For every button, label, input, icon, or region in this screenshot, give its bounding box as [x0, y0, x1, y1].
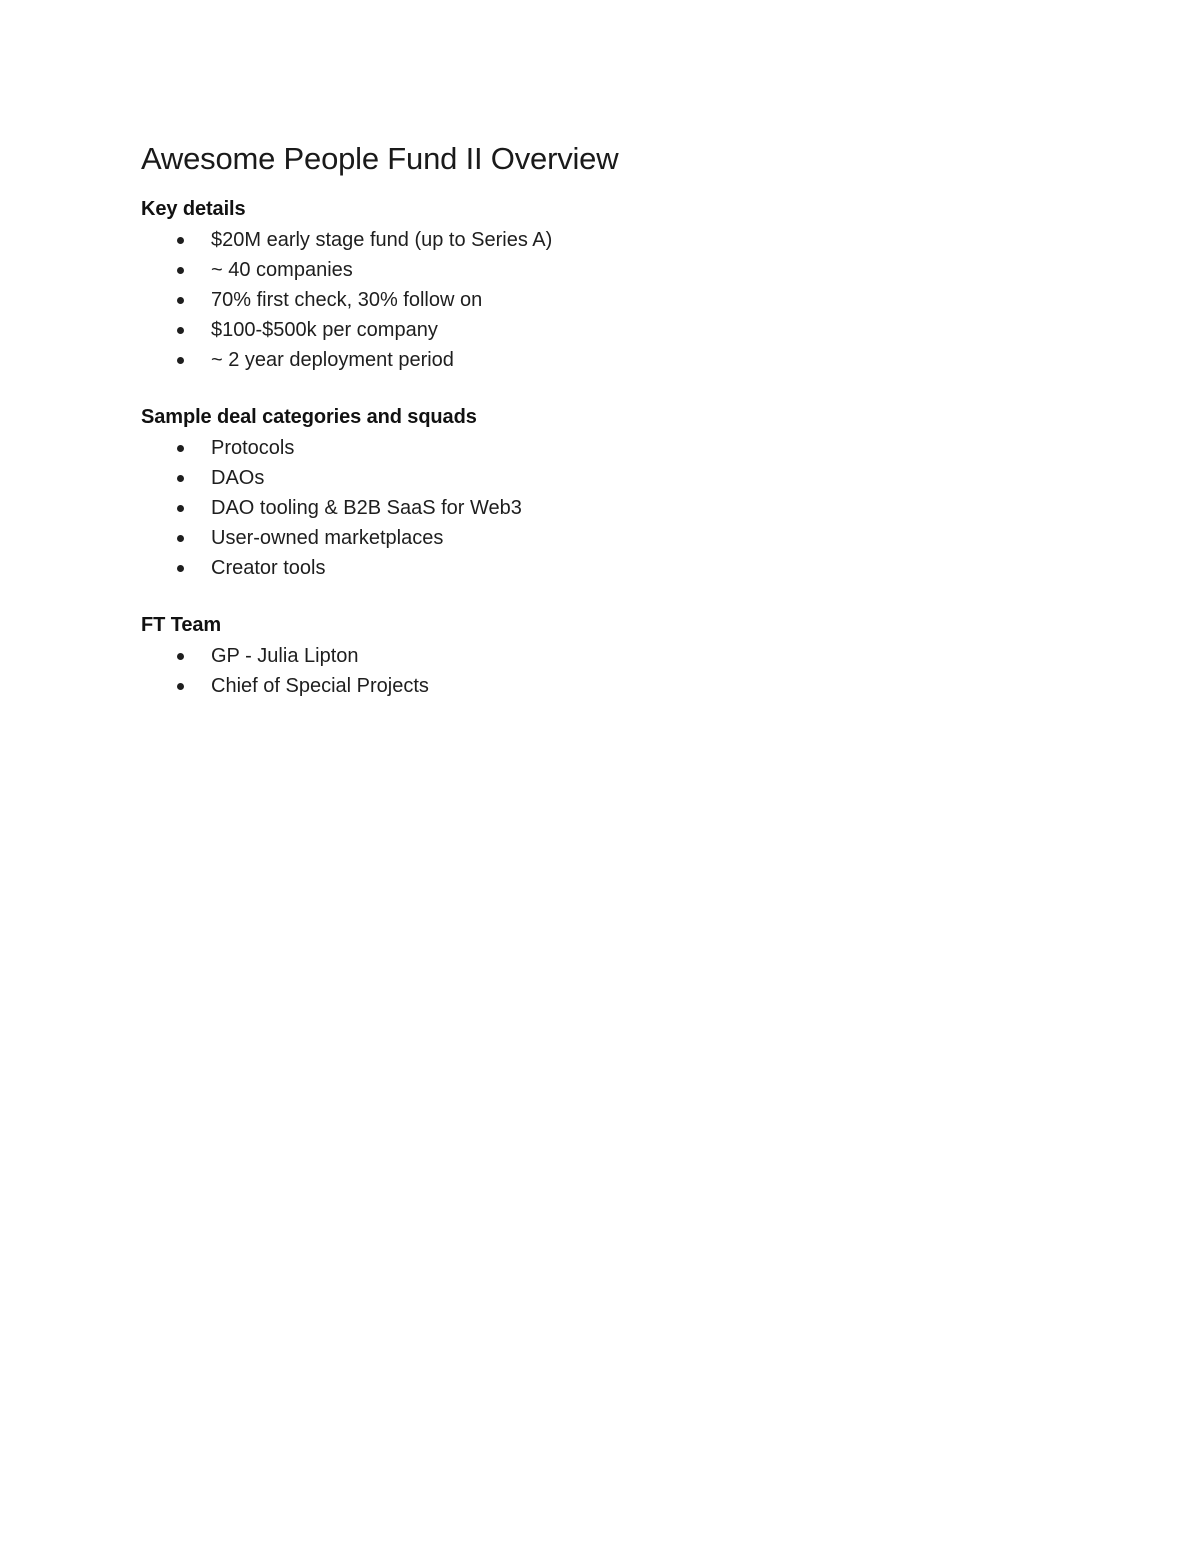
list-item-text: ~ 40 companies [211, 259, 353, 281]
list-item-text: User-owned marketplaces [211, 527, 444, 549]
bullet-icon [177, 683, 184, 690]
bullet-list [141, 641, 429, 701]
list-item-text: $100-$500k per company [211, 319, 438, 341]
bullet-icon [177, 475, 184, 482]
section-heading: Key details [141, 198, 246, 220]
bullet-icon [177, 237, 184, 244]
bullet-icon [177, 653, 184, 660]
section-deal-categories [141, 404, 522, 583]
document-title: Awesome People Fund II Overview [141, 141, 619, 176]
bullet-icon [177, 565, 184, 572]
bullet-icon [177, 357, 184, 364]
bullet-icon [177, 445, 184, 452]
list-item [141, 641, 359, 671]
bullet-icon [177, 327, 184, 334]
section-ft-team [141, 612, 429, 701]
bullet-list [141, 433, 522, 583]
section-heading: Sample deal categories and squads [141, 406, 477, 428]
list-item [141, 255, 353, 285]
section-heading: FT Team [141, 614, 222, 636]
list-item-text: Chief of Special Projects [211, 675, 429, 697]
list-item [141, 463, 477, 493]
bullet-icon [177, 535, 184, 542]
list-item [141, 553, 477, 583]
section-key-details [141, 196, 553, 375]
list-item-text: 70% first check, 30% follow on [211, 289, 483, 311]
list-item-text: ~ 2 year deployment period [211, 349, 454, 371]
list-item [141, 493, 522, 523]
list-item [141, 225, 553, 255]
list-item-text: DAO tooling & B2B SaaS for Web3 [211, 497, 522, 519]
list-item-text: DAOs [211, 467, 265, 489]
list-item-text: Protocols [211, 437, 295, 459]
list-item-text: GP - Julia Lipton [211, 645, 359, 667]
list-item [141, 433, 477, 463]
list-item-text: Creator tools [211, 557, 326, 579]
list-item [141, 671, 429, 701]
bullet-icon [177, 267, 184, 274]
list-item [141, 315, 438, 345]
list-item-text: $20M early stage fund (up to Series A) [211, 229, 553, 251]
bullet-icon [177, 505, 184, 512]
list-item [141, 285, 483, 315]
bullet-icon [177, 297, 184, 304]
list-item [141, 345, 454, 375]
list-item [141, 523, 477, 553]
bullet-list [141, 225, 553, 375]
